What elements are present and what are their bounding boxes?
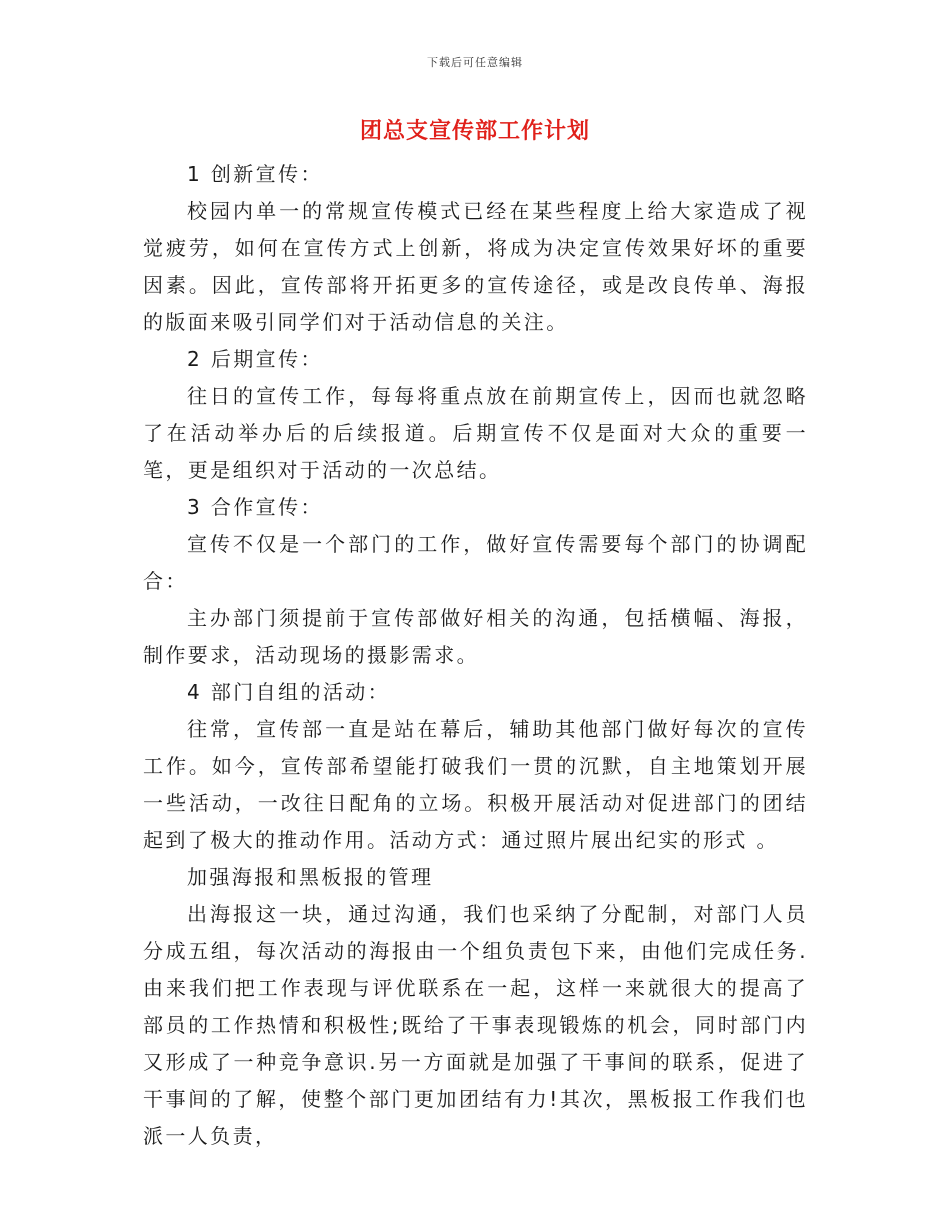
document-title: 团总支宣传部工作计划 — [359, 119, 590, 144]
paragraph: 往日的宣传工作，每每将重点放在前期宣传上，因而也就忽略了在活动举办后的后续报道。后期宣传不仅是面对大众的重要一笔，更是组织对于活动的一次总结。 — [143, 384, 808, 482]
paragraph: 出海报这一块，通过沟通，我们也采纳了分配制，对部门人员分成五组，每次活动的海报由一个组负责包下来，由他们完成任务.由来我们把工作表现与评优联系在一起，这样一来就很大的提高了部员的工作热情和积极性;既给了干事表现锻炼的机会，同时部门内又形成了一种竞争意识.另一方面就是加强了干事间的联系，促进了干事间的了解，使整个部门更加团结有力!其次，黑板报工作我们也派一人负责， — [143, 902, 808, 1148]
paragraph: 宣传不仅是一个部门的工作，做好宣传需要每个部门的协调配合： — [143, 532, 808, 593]
section-heading: 4 部门自组的活动： — [187, 680, 391, 704]
paragraph: 校园内单一的常规宣传模式已经在某些程度上给大家造成了视觉疲劳，如何在宣传方式上创新，将成为决定宣传效果好坏的重要因素。因此，宣传部将开拓更多的宣传途径，或是改良传单、海报的版面来吸引同学们对于活动信息的关注。 — [143, 199, 808, 334]
section-heading: 加强海报和黑板报的管理 — [187, 865, 434, 889]
header-note: 下载后可任意编辑 — [427, 56, 523, 69]
paragraph: 主办部门须提前于宣传部做好相关的沟通，包括横幅、海报，制作要求，活动现场的摄影需求。 — [143, 606, 808, 667]
section-heading: 2 后期宣传： — [187, 347, 323, 371]
section-heading: 3 合作宣传： — [187, 495, 323, 519]
document-body — [143, 156, 808, 1155]
section-heading: 1 创新宣传： — [187, 162, 323, 186]
paragraph: 往常，宣传部一直是站在幕后，辅助其他部门做好每次的宣传工作。如今，宣传部希望能打破我们一贯的沉默，自主地策划开展一些活动，一改往日配角的立场。积极开展活动对促进部门的团结起到了极大的推动作用。活动方式：通过照片展出纪实的形式 。 — [143, 717, 808, 852]
